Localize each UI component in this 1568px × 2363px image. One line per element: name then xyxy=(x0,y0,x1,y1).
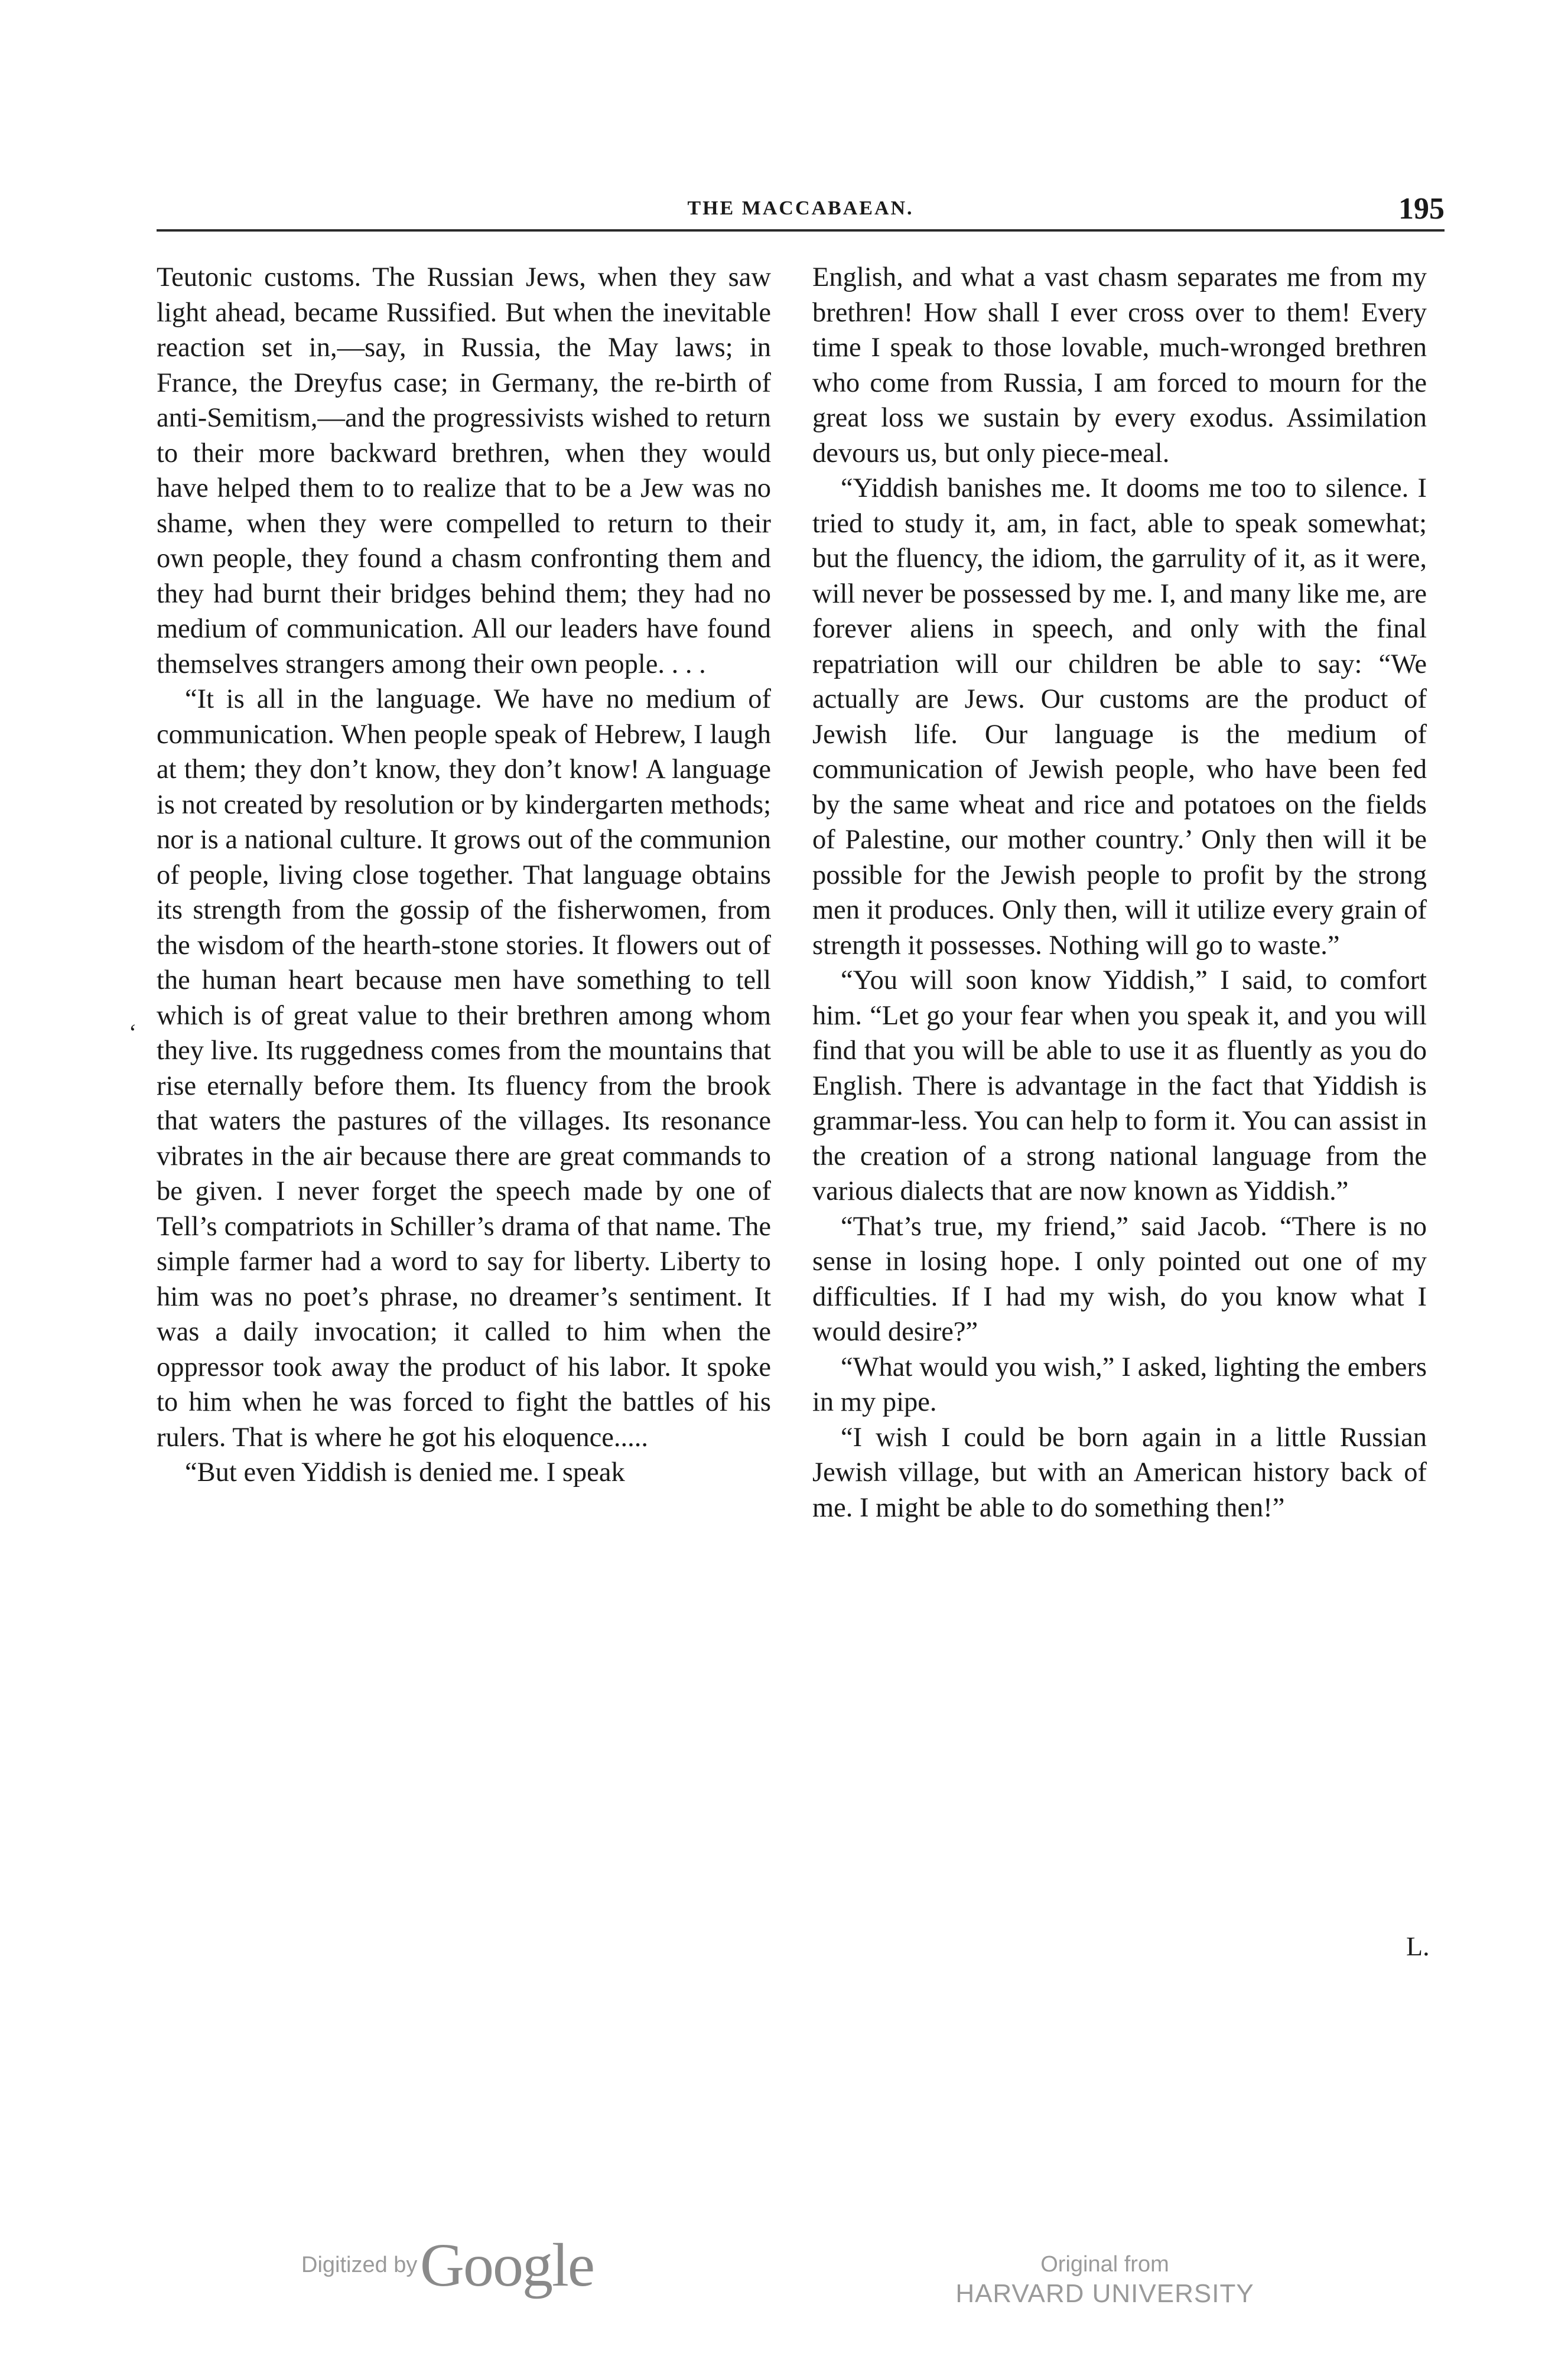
paragraph: English, and what a vast chasm separates me from my brethren! How shall I ever cross over to them! Every time I speak to those lovable, much-wronged brethren who come from Russia, I am forced to mourn for the great loss we sustain by every exodus. Assimilation devours us, but only piece-meal. xyxy=(812,262,1427,468)
header-rule xyxy=(157,229,1445,232)
right-column xyxy=(812,260,1427,1525)
margin-mark: ‘ xyxy=(129,1019,137,1046)
paragraph: “It is all in the language. We have no medium of communication. When people speak of Hebrew, I laugh at them; they don’t know, they don’t know! A language is not created by resolution or by kindergarten methods; nor is a national culture. It grows out of the communion of people, living close together. That language obtains its strength from the gossip of the fisherwomen, from the wisdom of the hearth-stone stories. It flowers out of the human heart because men have something to tell which is of great value to their brethren among whom they live. Its ruggedness comes from the mountains that rise eternally before them. Its fluency from the brook that waters the pastures of the villages. Its resonance vibrates in the air because there are great commands to be given. I never forget the speech made by one of Tell’s compatriots in Schiller’s drama of that name. The simple farmer had a word to say for liberty. Liberty to him was no poet’s phrase, no dreamer’s sentiment. It was a daily invocation; it called to him when the oppressor took away the product of his labor. It spoke to him when he was forced to fight the battles of his rulers. That is where he got his eloquence..... xyxy=(157,684,771,1453)
digitized-by-credit xyxy=(301,2230,594,2300)
paragraph: “I wish I could be born again in a little Russian Jewish village, but with an American history back of me. I might be able to do something then!” xyxy=(812,1422,1427,1523)
paragraph: “You will soon know Yiddish,” I said, to comfort him. “Let go your fear when you speak it, and you will find that you will be able to use it as fluently as you do English. There is advantage in the fact that Yiddish is grammar-less. You can help to form it. You can assist in the creation of a strong national language from the various dialects that are now known as Yiddish.” xyxy=(812,965,1427,1206)
paragraph: “But even Yiddish is denied me. I speak xyxy=(185,1457,625,1488)
original-source-credit xyxy=(939,2250,1270,2309)
paragraph: “Yiddish banishes me. It dooms me too to silence. I tried to study it, am, in fact, able to speak somewhat; but the fluency, the idiom, the garrulity of it, as it were, will never be possessed by me. I, and many like me, are forever aliens in speech, and only with the final repatriation will our children be able to say: “We actually are Jews. Our customs are the product of Jewish life. Our language is the medium of communication of Jewish people, who have been fed by the same wheat and rice and potatoes on the fields of Palestine, our mother country.’ Only then will it be possible for the Jewish people to profit by the strong men it produces. Only then, will it utilize every grain of strength it possesses. Nothing will go to waste.” xyxy=(812,473,1427,961)
journal-title: THE MACCABAEAN. xyxy=(687,197,914,219)
author-signature: L. xyxy=(1406,1931,1430,1961)
paragraph: “That’s true, my friend,” said Jacob. “There is no sense in losing hope. I only pointed out one of my difficulties. If I had my wish, do you know what I would desire?” xyxy=(812,1211,1427,1347)
google-logo: Google xyxy=(419,2231,594,2299)
paragraph: “What would you wish,” I asked, lighting the embers in my pipe. xyxy=(812,1352,1427,1417)
digitized-by-label: Digitized by xyxy=(301,2253,418,2277)
paragraph: Teutonic customs. The Russian Jews, when they saw light ahead, became Russified. But when the inevitable reaction set in,—say, in Russia, the May laws; in France, the Dreyfus case; in Germany, the re-birth of anti-Semitism,—and the progressivists wished to return to their more backward brethren, when they would have helped them to to realize that to be a Jew was no shame, when they were compelled to return to their own people, they found a chasm confronting them and they had burnt their bridges behind them; they had no medium of communication. All our leaders have found themselves strangers among their own people. . . . xyxy=(157,262,771,679)
page-number: 195 xyxy=(1398,192,1445,226)
left-column xyxy=(157,260,771,1490)
source-institution: HARVARD UNIVERSITY xyxy=(955,2279,1254,2308)
original-from-label: Original from xyxy=(1040,2252,1169,2277)
